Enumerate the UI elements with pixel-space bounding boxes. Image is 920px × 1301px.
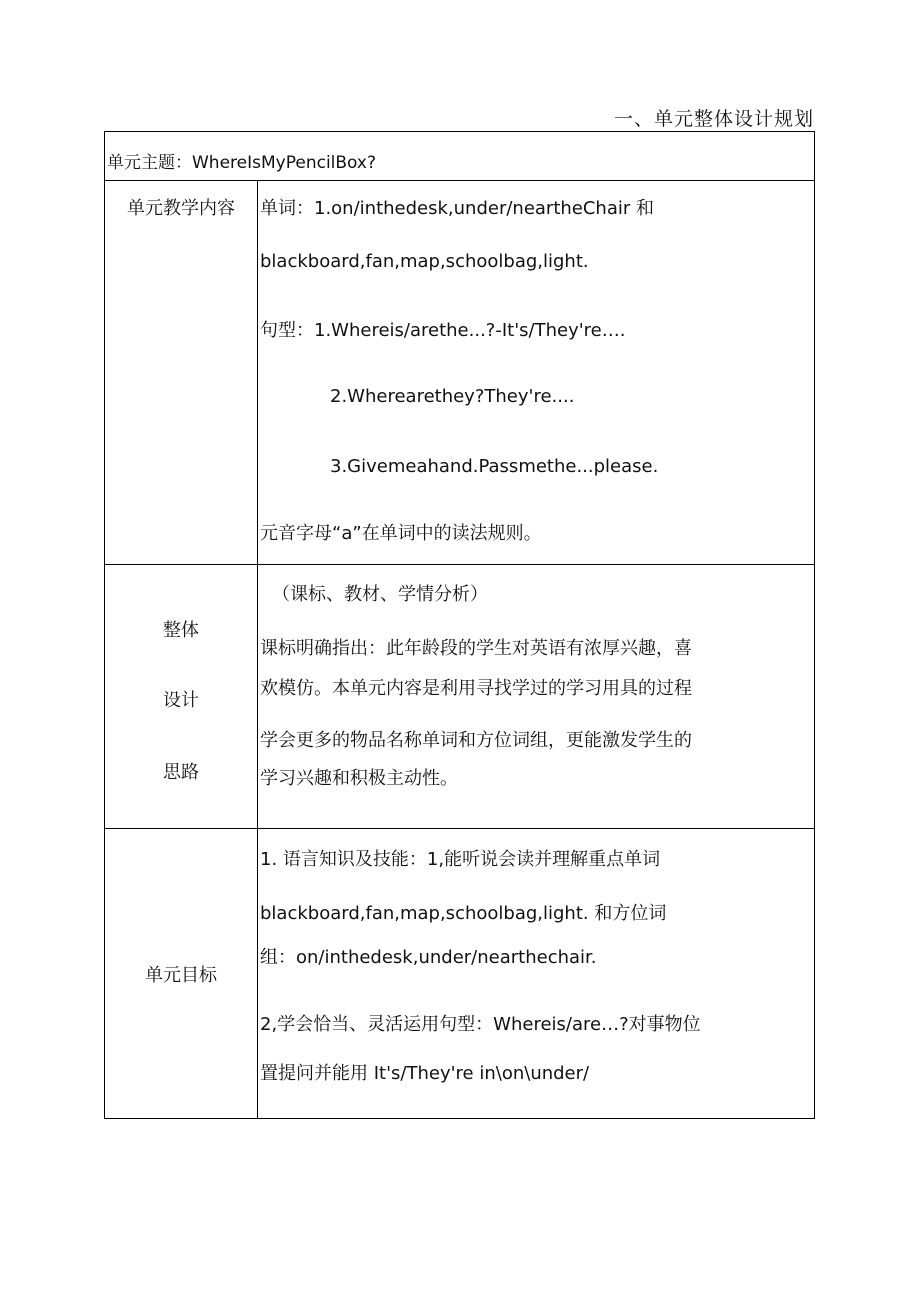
theme-row	[105, 132, 815, 181]
goals-line: 2,学会恰当、灵活运用句型：Whereis/are…?对事物位	[260, 1014, 701, 1035]
content-cell	[258, 181, 815, 565]
design-label-line: 设计	[163, 690, 199, 711]
content-line: 句型：1.Whereis/arethe...?-It's/They're….	[260, 320, 626, 341]
content-line: 2.Wherearethey?They're....	[330, 386, 575, 407]
design-line: 欢模仿。本单元内容是利用寻找学过的学习用具的过程	[260, 678, 692, 699]
design-row	[105, 565, 815, 829]
goals-label-cell	[105, 829, 258, 1119]
design-line: 学会更多的物品名称单词和方位词组，更能激发学生的	[260, 730, 692, 751]
design-line: （课标、教材、学情分析）	[272, 584, 488, 605]
design-table	[104, 131, 815, 1119]
content-line: 元音字母“a”在单词中的读法规则。	[260, 523, 542, 544]
content-row	[105, 181, 815, 565]
goals-line: blackboard,fan,map,schoolbag,light. 和方位词	[260, 903, 667, 924]
content-line: 3.Givemeahand.Passmethe...please.	[330, 456, 659, 477]
design-cell	[258, 565, 815, 829]
design-line: 学习兴趣和积极主动性。	[260, 768, 458, 789]
goals-row	[105, 829, 815, 1119]
goals-label: 单元目标	[145, 964, 217, 986]
goals-line: 1. 语言知识及技能：1,能听说会读并理解重点单词	[260, 849, 661, 870]
content-line: 单词：1.on/inthedesk,under/neartheChair 和	[260, 198, 654, 219]
design-line: 课标明确指出：此年龄段的学生对英语有浓厚兴趣，喜	[260, 638, 692, 659]
content-line: blackboard,fan,map,schoolbag,light.	[260, 251, 589, 272]
goals-cell	[258, 829, 815, 1119]
design-label-line: 思路	[163, 762, 199, 783]
design-label-cell	[105, 565, 258, 829]
content-label-cell	[105, 181, 258, 565]
goals-line: 置提问并能用 It's/They're in\on\under/	[260, 1063, 590, 1084]
goals-line: 组：on/inthedesk,under/nearthechair.	[260, 947, 597, 968]
design-label-line: 整体	[163, 620, 199, 641]
section-heading: 一、单元整体设计规划	[613, 108, 814, 130]
unit-theme: 单元主题：WhereIsMyPencilBox?	[107, 153, 377, 173]
theme-cell	[105, 132, 815, 181]
content-label: 单元教学内容	[127, 198, 235, 219]
